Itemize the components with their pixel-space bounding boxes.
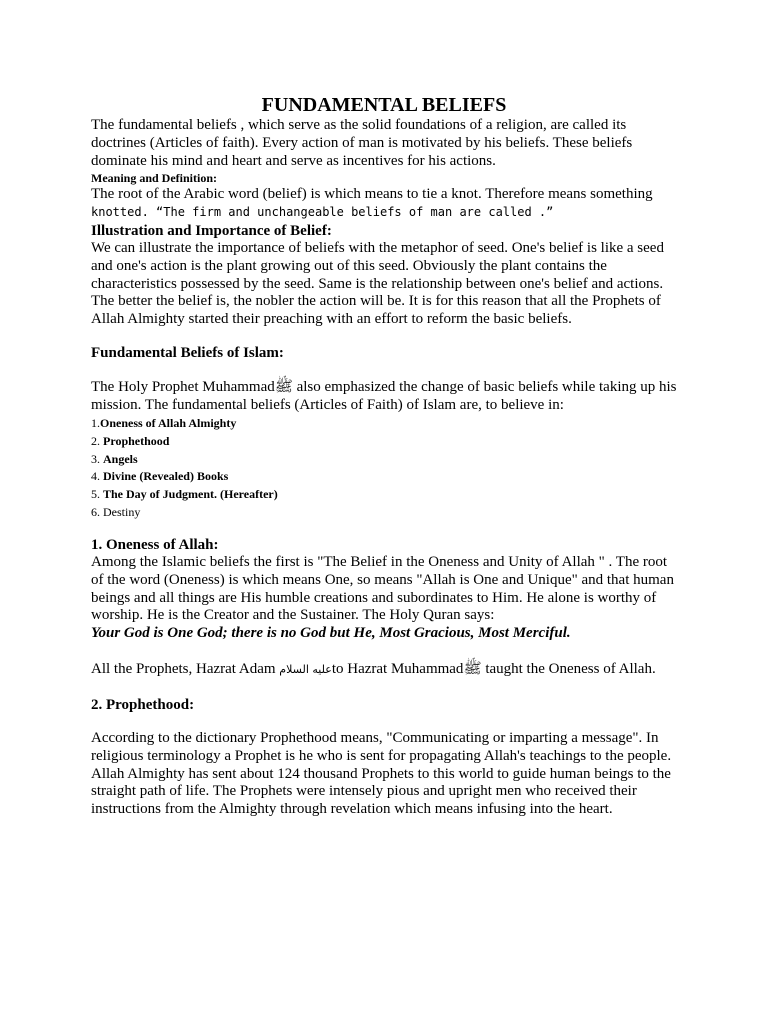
- prophets-text: to Hazrat Muhammadﷺ taught the Oneness of Allah.: [331, 661, 656, 677]
- list-item: 5. The Day of Judgment. (Hereafter): [91, 487, 278, 502]
- intro-line: doctrines (Articles of faith). Every action of man is motivated by his beliefs. These beliefs: [91, 134, 633, 151]
- prophethood-line: According to the dictionary Prophethood means, "Communicating or imparting a message". In: [91, 730, 659, 746]
- intro-paragraph: [91, 117, 691, 170]
- arabic-honorific: عليه السلام: [279, 663, 332, 676]
- fundamentals-heading: Fundamental Beliefs of Islam:: [91, 345, 284, 361]
- fundamentals-line: The Holy Prophet Muhammadﷺ also emphasized the change of basic beliefs while taking up his: [91, 379, 677, 395]
- list-item: 2. Prophethood: [91, 433, 170, 448]
- list-item: 3. Angels: [91, 451, 138, 466]
- oneness-line: Among the Islamic beliefs the first is "The Belief in the Oneness and Unity of Allah " . The root: [91, 554, 668, 570]
- oneness-line: beings and all things are His humble creations and subordinates to Him. He alone is worthy of: [91, 589, 657, 606]
- prophethood-paragraph: [91, 730, 691, 819]
- list-item: 4. Divine (Revealed) Books: [91, 469, 229, 484]
- oneness-paragraph: [91, 554, 691, 643]
- prophethood-line: straight path of life. The Prophets were intensely pious and upright men who received their: [91, 783, 637, 800]
- meaning-line: knotted. “The firm and unchangeable beliefs of man are called .”: [91, 204, 554, 219]
- intro-line: The fundamental beliefs , which serve as the solid foundations of a religion, are called its: [91, 117, 627, 133]
- illustration-heading: Illustration and Importance of Belief:: [91, 223, 332, 239]
- prophethood-line: instructions from the Almighty through revelation which means infusing into the heart.: [91, 801, 613, 818]
- list-item: 6. Destiny: [91, 504, 141, 519]
- illustration-line: The better the belief is, the nobler the action will be. It is for this reason that all the Prophets of: [91, 293, 661, 310]
- illustration-line: characteristics possessed by the seed. Same is the relationship between one's belief and actions.: [91, 275, 664, 292]
- oneness-line: of the word (Oneness) is which means One, so means "Allah is One and Unique" and that human: [91, 571, 674, 588]
- oneness-heading: 1. Oneness of Allah:: [91, 537, 219, 553]
- meaning-line: The root of the Arabic word (belief) is which means to tie a knot. Therefore means something: [91, 186, 653, 202]
- prophethood-heading: 2. Prophethood:: [91, 697, 195, 713]
- list-item: 1.Oneness of Allah Almighty: [91, 416, 237, 430]
- page-title: FUNDAMENTAL BELIEFS: [261, 94, 507, 116]
- meaning-paragraph: [91, 186, 691, 222]
- meaning-heading: Meaning and Definition:: [91, 171, 218, 185]
- illustration-paragraph: [91, 240, 691, 329]
- prophethood-line: Allah Almighty has sent about 124 thousand Prophets to this world to guide human beings to the: [91, 765, 671, 782]
- beliefs-list: [91, 415, 278, 522]
- prophethood-line: religious terminology a Prophet is he who is sent for propagating Allah's teachings to the people.: [91, 747, 672, 764]
- fundamentals-paragraph: [91, 379, 691, 415]
- illustration-line: Allah Almighty started their preaching with an effort to reform the basic beliefs.: [91, 311, 572, 328]
- fundamentals-line: mission. The fundamental beliefs (Articles of Faith) of Islam are, to believe in:: [91, 396, 564, 413]
- prophets-text: All the Prophets, Hazrat Adam: [91, 661, 280, 677]
- illustration-line: We can illustrate the importance of beliefs with the metaphor of seed. One's belief is like a seed: [91, 240, 664, 256]
- quran-quote: Your God is One God; there is no God but He, Most Gracious, Most Merciful.: [91, 625, 571, 642]
- oneness-line: worship. He is the Creator and the Sustainer. The Holy Quran says:: [91, 607, 495, 624]
- prophets-paragraph: [91, 661, 691, 679]
- illustration-line: and one's action is the plant growing out of this seed. Obviously the plant contains the: [91, 257, 607, 274]
- intro-line: dominate his mind and heart and serve as incentives for his actions.: [91, 152, 496, 169]
